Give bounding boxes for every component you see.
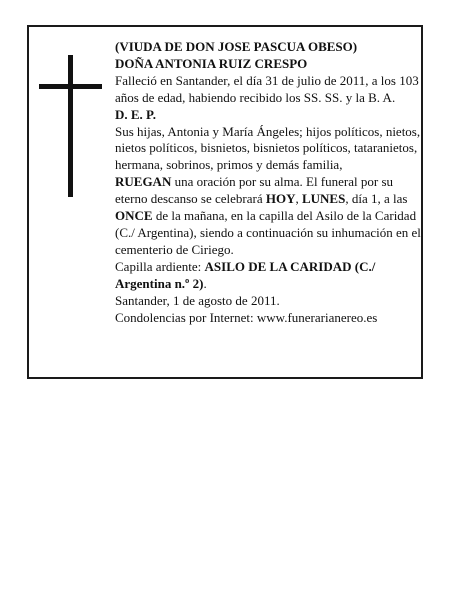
- death-info: Falleció en Santander, el día 31 de julio de 2011, a los 103 años de edad, habiendo recibido los SS. SS. y la B. A.: [115, 72, 419, 105]
- cross-icon: [68, 55, 73, 197]
- hoy-text: HOY: [265, 191, 296, 207]
- capilla-value: ASILO DE LA CARIDAD (C./ Argentina n.º 2): [115, 258, 376, 291]
- comma-text: ,: [295, 191, 302, 207]
- capilla-line: [115, 259, 421, 293]
- lunes-text: LUNES: [301, 191, 346, 207]
- once-text: ONCE: [115, 208, 153, 224]
- obituary-text: [115, 39, 421, 326]
- funeral-text-2: , día 1, a las: [345, 191, 408, 207]
- capilla-end: .: [203, 275, 207, 291]
- deceased-name: DOÑA ANTONIA RUIZ CRESPO: [115, 55, 308, 71]
- date-line: Santander, 1 de agosto de 2011.: [115, 292, 280, 308]
- funeral-text-3: de la mañana, en la capilla del Asilo de la Caridad (C./ Argentina), siendo a continuación su inhumación en el cementerio de Ciriego.: [115, 208, 421, 257]
- condolences-line: Condolencias por Internet: www.funerarianereo.es: [115, 309, 378, 325]
- family-list: Sus hijas, Antonia y María Ángeles; hijos políticos, nietos, nietos políticos, bisnietos, bisnietos políticos, tataranietos, hermana, sobrinos, primos y demás familia,: [115, 123, 421, 173]
- capilla-label: Capilla ardiente:: [115, 258, 205, 274]
- ruegan-text: RUEGAN: [115, 174, 172, 190]
- funeral-text-1: una oración por su alma. El funeral por su eterno descanso se celebrará: [115, 174, 393, 207]
- funeral-paragraph: [115, 174, 421, 259]
- cross-icon-arm: [39, 84, 102, 89]
- widow-of-line: (VIUDA DE DON JOSE PASCUA OBESO): [115, 39, 358, 54]
- obituary-notice: [27, 25, 423, 379]
- dep-line: D. E. P.: [115, 106, 157, 122]
